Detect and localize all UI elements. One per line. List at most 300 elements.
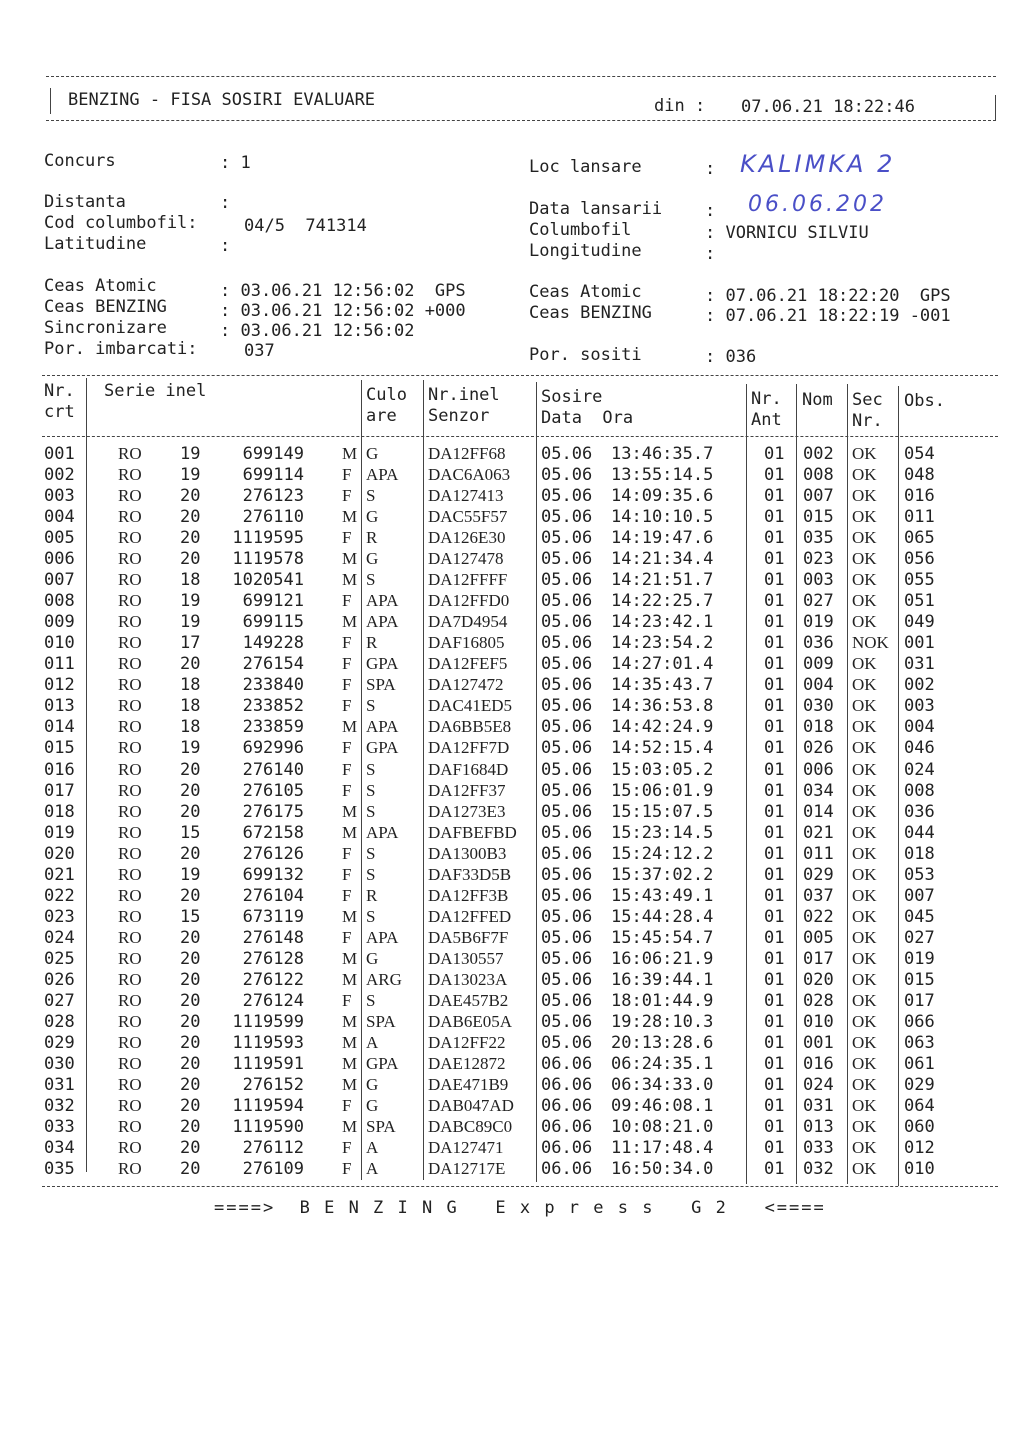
cell-sensor-ring: DA5B6F7F (428, 927, 509, 947)
cell-arrival-date: 05.06 (541, 1011, 593, 1032)
cell-year: 20 (180, 654, 201, 675)
cell-obs: 002 (904, 675, 935, 696)
cell-country: RO (118, 780, 142, 800)
vline-culoare (423, 380, 424, 1180)
cell-antenna: 01 (764, 507, 785, 528)
cell-year: 20 (180, 948, 201, 969)
cell-nr: 004 (44, 507, 75, 528)
cell-antenna: 01 (764, 570, 785, 591)
ceas-atomic-end-value: : 07.06.21 18:22:20 GPS (705, 286, 951, 306)
cell-color: G (366, 507, 379, 527)
cell-security: OK (852, 1032, 877, 1052)
cell-antenna: 01 (764, 927, 785, 948)
ceas-atomic-end-label: Ceas Atomic (529, 282, 642, 302)
cell-obs: 060 (904, 1117, 935, 1137)
cell-year: 18 (180, 675, 201, 696)
cell-security: OK (852, 738, 877, 758)
table-row (0, 760, 1024, 781)
cell-nom: 035 (803, 528, 834, 549)
cell-obs: 012 (904, 1138, 935, 1158)
cell-security: OK (852, 948, 877, 968)
col-data-ora-header: Data Ora (541, 408, 634, 428)
cell-obs: 051 (904, 591, 935, 612)
cell-country: RO (118, 843, 142, 863)
cell-ring-number: 699132 (242, 864, 304, 885)
cell-antenna: 01 (764, 990, 785, 1011)
cell-arrival-date: 05.06 (541, 948, 593, 969)
cell-ring-number: 673119 (242, 906, 304, 927)
table-row (0, 1012, 1024, 1033)
cell-arrival-date: 05.06 (541, 507, 593, 528)
cell-antenna: 01 (764, 1138, 785, 1158)
cell-nr: 029 (44, 1032, 75, 1053)
header-bottom-border (46, 120, 996, 121)
cell-arrival-time: 15:03:05.2 (611, 759, 714, 780)
cell-country: RO (118, 549, 142, 569)
cell-color: A (366, 1032, 379, 1052)
cell-year: 20 (180, 486, 201, 507)
table-row (0, 1075, 1024, 1096)
cell-security: OK (852, 507, 877, 527)
cell-sex: F (342, 1095, 352, 1115)
cell-obs: 010 (904, 1159, 935, 1179)
cell-country: RO (118, 528, 142, 548)
table-top-border (42, 375, 998, 376)
cell-security: OK (852, 465, 877, 484)
cell-year: 20 (180, 780, 201, 801)
cell-ring-number: 276175 (242, 801, 304, 822)
cell-sex: F (342, 675, 352, 695)
cell-security: OK (852, 528, 877, 548)
cell-antenna: 01 (764, 654, 785, 675)
cell-ring-number: 233859 (242, 717, 304, 738)
cell-ring-number: 1119595 (232, 528, 304, 549)
cell-arrival-time: 14:21:34.4 (611, 549, 714, 570)
cell-arrival-time: 14:23:42.1 (611, 612, 714, 633)
cell-year: 20 (180, 528, 201, 549)
cell-color: G (366, 1095, 379, 1115)
cell-antenna: 01 (764, 1095, 785, 1116)
cell-country: RO (118, 1011, 142, 1031)
cell-arrival-time: 15:24:12.2 (611, 843, 714, 864)
vline-serie (361, 380, 362, 1180)
cell-year: 19 (180, 612, 201, 633)
cell-obs: 055 (904, 570, 935, 591)
cell-sensor-ring: DA130557 (428, 948, 504, 968)
cell-color: S (366, 843, 376, 863)
cell-ring-number: 276122 (242, 969, 304, 990)
cell-color: R (366, 633, 378, 653)
cell-nom: 014 (803, 801, 834, 822)
cell-ring-number: 1119591 (232, 1053, 304, 1074)
cell-nom: 016 (803, 1053, 834, 1074)
cell-color: S (366, 486, 376, 506)
table-row (0, 444, 1024, 465)
cell-sensor-ring: DAF1684D (428, 759, 509, 779)
cell-arrival-date: 05.06 (541, 843, 593, 864)
cell-color: G (366, 948, 379, 968)
cell-ring-number: 276128 (242, 948, 304, 969)
header-right-border (995, 95, 996, 121)
table-row (0, 654, 1024, 675)
cell-antenna: 01 (764, 675, 785, 696)
cell-color: S (366, 906, 376, 926)
cell-sensor-ring: DA127471 (428, 1138, 504, 1157)
table-row (0, 570, 1024, 591)
cell-nr: 009 (44, 612, 75, 633)
cell-sensor-ring: DAC41ED5 (428, 696, 513, 716)
cell-arrival-time: 14:27:01.4 (611, 654, 714, 675)
cell-nom: 023 (803, 549, 834, 570)
cell-sensor-ring: DAF16805 (428, 633, 505, 653)
cell-ring-number: 233840 (242, 675, 304, 696)
cell-ring-number: 149228 (242, 633, 304, 654)
cell-obs: 066 (904, 1011, 935, 1032)
cell-sex: M (342, 906, 358, 926)
cell-ring-number: 699114 (242, 465, 304, 485)
vline-sosire (746, 384, 747, 1184)
cell-year: 20 (180, 843, 201, 864)
cell-obs: 029 (904, 1074, 935, 1095)
cell-arrival-time: 11:17:48.4 (611, 1138, 714, 1158)
cell-nom: 001 (803, 1032, 834, 1053)
cell-arrival-date: 05.06 (541, 759, 593, 780)
cell-antenna: 01 (764, 969, 785, 990)
cell-nr: 011 (44, 654, 75, 675)
por-sositi-value: : 036 (705, 347, 757, 367)
cell-obs: 001 (904, 633, 935, 654)
cell-year: 20 (180, 507, 201, 528)
cell-year: 15 (180, 822, 201, 843)
col-nrinel-header: Nr.inel (428, 385, 500, 405)
ceas-benzing-end-label: Ceas BENZING (529, 303, 652, 323)
cell-arrival-time: 15:23:14.5 (611, 822, 714, 843)
cell-color: R (366, 528, 378, 548)
cell-security: OK (852, 1074, 877, 1094)
cell-obs: 063 (904, 1032, 935, 1053)
cell-country: RO (118, 969, 142, 989)
cell-color: A (366, 1159, 379, 1178)
cell-arrival-time: 14:52:15.4 (611, 738, 714, 759)
cell-arrival-time: 20:13:28.6 (611, 1032, 714, 1053)
cell-sensor-ring: DA127472 (428, 675, 504, 695)
por-imbarcati-value: 037 (244, 341, 275, 361)
table-row (0, 612, 1024, 633)
cell-nr: 018 (44, 801, 75, 822)
cell-security: OK (852, 885, 877, 905)
cell-obs: 011 (904, 507, 935, 528)
cell-security: OK (852, 1117, 877, 1136)
cell-country: RO (118, 444, 142, 463)
cell-country: RO (118, 1095, 142, 1115)
cell-nom: 024 (803, 1074, 834, 1095)
cell-arrival-date: 05.06 (541, 717, 593, 738)
cell-arrival-time: 14:35:43.7 (611, 675, 714, 696)
cell-country: RO (118, 570, 142, 590)
cell-arrival-time: 19:28:10.3 (611, 1011, 714, 1032)
cell-arrival-time: 16:06:21.9 (611, 948, 714, 969)
cell-arrival-date: 05.06 (541, 990, 593, 1011)
cell-color: SPA (366, 1011, 396, 1031)
cell-nr: 023 (44, 906, 75, 927)
cell-ring-number: 276123 (242, 486, 304, 507)
cell-arrival-date: 06.06 (541, 1074, 593, 1095)
cell-country: RO (118, 1117, 142, 1136)
cell-sensor-ring: DA12FF37 (428, 780, 506, 800)
cell-sex: F (342, 654, 352, 674)
cell-country: RO (118, 486, 142, 506)
cell-arrival-time: 15:43:49.1 (611, 885, 714, 906)
cell-nom: 028 (803, 990, 834, 1011)
cell-obs: 017 (904, 990, 935, 1011)
table-row (0, 1054, 1024, 1075)
cell-arrival-date: 06.06 (541, 1138, 593, 1158)
cell-sex: M (342, 507, 358, 527)
cell-antenna: 01 (764, 1011, 785, 1032)
cell-sensor-ring: DAFBEFBD (428, 822, 517, 842)
cell-security: OK (852, 780, 877, 800)
cell-arrival-date: 05.06 (541, 969, 593, 990)
cell-nom: 008 (803, 465, 834, 485)
cell-nr: 012 (44, 675, 75, 696)
cell-color: S (366, 864, 376, 884)
cell-sensor-ring: DAC55F57 (428, 507, 508, 527)
cell-nr: 028 (44, 1011, 75, 1032)
cell-year: 20 (180, 1053, 201, 1074)
report-date-value: 07.06.21 18:22:46 (741, 97, 915, 117)
cell-nr: 015 (44, 738, 75, 759)
cell-antenna: 01 (764, 864, 785, 885)
col-secnr-header: Nr. (852, 411, 883, 431)
cell-country: RO (118, 465, 142, 484)
ceas-atomic-start-label: Ceas Atomic (44, 276, 157, 296)
cell-nr: 010 (44, 633, 75, 654)
columbofil-label: Columbofil (529, 220, 632, 240)
cell-ring-number: 276105 (242, 780, 304, 801)
cell-color: R (366, 885, 378, 905)
cell-color: GPA (366, 1053, 399, 1073)
cell-country: RO (118, 507, 142, 527)
cell-arrival-time: 10:08:21.0 (611, 1117, 714, 1137)
ceas-atomic-start-value: : 03.06.21 12:56:02 GPS (220, 281, 466, 301)
cell-color: S (366, 780, 376, 800)
cell-color: G (366, 444, 379, 463)
cell-color: GPA (366, 738, 399, 758)
table-row (0, 823, 1024, 844)
cell-nr: 008 (44, 591, 75, 612)
cell-obs: 064 (904, 1095, 935, 1116)
cell-antenna: 01 (764, 444, 785, 464)
table-row (0, 696, 1024, 717)
cell-sex: F (342, 528, 352, 548)
data-lansarii-handwritten: 06.06.202 (748, 192, 887, 217)
cell-nom: 037 (803, 885, 834, 906)
cell-nom: 029 (803, 864, 834, 885)
cell-sensor-ring: DABC89C0 (428, 1117, 513, 1136)
cell-antenna: 01 (764, 1074, 785, 1095)
cell-arrival-time: 13:46:35.7 (611, 444, 714, 464)
longitudine-sep: : (705, 244, 716, 264)
concurs-label: Concurs (44, 151, 116, 171)
table-row (0, 486, 1024, 507)
cell-arrival-time: 14:21:51.7 (611, 570, 714, 591)
cell-arrival-time: 15:44:28.4 (611, 906, 714, 927)
cell-security: OK (852, 696, 877, 716)
cell-arrival-time: 14:22:25.7 (611, 591, 714, 612)
cell-sex: F (342, 696, 352, 716)
cell-nr: 024 (44, 927, 75, 948)
vline-ant (796, 384, 797, 1184)
cell-sex: F (342, 633, 352, 653)
cell-nom: 011 (803, 843, 834, 864)
cell-color: G (366, 549, 379, 569)
cell-sex: F (342, 927, 352, 947)
table-row (0, 928, 1024, 949)
cell-security: OK (852, 549, 877, 569)
cell-obs: 007 (904, 885, 935, 906)
cell-sex: M (342, 1074, 358, 1094)
cell-color: APA (366, 927, 399, 947)
cell-sensor-ring: DA6BB5E8 (428, 717, 512, 737)
cell-arrival-time: 06:24:35.1 (611, 1053, 714, 1074)
cell-ring-number: 276154 (242, 654, 304, 675)
cell-ring-number: 692996 (242, 738, 304, 759)
cell-ring-number: 699149 (242, 444, 304, 464)
cell-obs: 003 (904, 696, 935, 717)
cell-country: RO (118, 885, 142, 905)
table-row (0, 886, 1024, 907)
cell-arrival-time: 09:46:08.1 (611, 1095, 714, 1116)
cell-sex: M (342, 822, 358, 842)
cell-country: RO (118, 1138, 142, 1157)
cell-color: S (366, 759, 376, 779)
cell-antenna: 01 (764, 1159, 785, 1179)
cell-year: 19 (180, 864, 201, 885)
cell-sex: F (342, 780, 352, 800)
cell-sensor-ring: DA12FF7D (428, 738, 510, 758)
cell-sex: M (342, 1011, 358, 1031)
cell-sensor-ring: DAE457B2 (428, 990, 509, 1010)
cell-country: RO (118, 1074, 142, 1094)
cell-color: S (366, 990, 376, 1010)
vline-senzor (536, 382, 537, 1182)
cell-arrival-date: 05.06 (541, 528, 593, 549)
cell-year: 20 (180, 759, 201, 780)
cell-obs: 048 (904, 465, 935, 485)
table-row (0, 1159, 1024, 1180)
col-culo-header: Culo (366, 385, 407, 405)
cell-ring-number: 1020541 (232, 570, 304, 591)
cell-country: RO (118, 717, 142, 737)
cell-obs: 024 (904, 759, 935, 780)
cell-nr: 027 (44, 990, 75, 1011)
cell-nom: 007 (803, 486, 834, 507)
cell-year: 19 (180, 444, 201, 464)
cell-antenna: 01 (764, 1117, 785, 1137)
cell-year: 18 (180, 717, 201, 738)
por-imbarcati-label: Por. imbarcati: (44, 339, 198, 359)
cell-year: 20 (180, 1095, 201, 1116)
cell-security: OK (852, 591, 877, 611)
cell-color: APA (366, 591, 399, 611)
table-row (0, 591, 1024, 612)
cell-color: APA (366, 465, 399, 484)
cell-arrival-time: 14:09:35.6 (611, 486, 714, 507)
cell-nom: 017 (803, 948, 834, 969)
cell-arrival-date: 05.06 (541, 486, 593, 507)
cell-country: RO (118, 675, 142, 695)
cell-ring-number: 276152 (242, 1074, 304, 1095)
cell-obs: 049 (904, 612, 935, 633)
cell-arrival-date: 06.06 (541, 1053, 593, 1074)
cell-country: RO (118, 906, 142, 926)
cell-arrival-date: 05.06 (541, 780, 593, 801)
cell-sensor-ring: DAE12872 (428, 1053, 506, 1073)
cell-sex: F (342, 990, 352, 1010)
cell-sex: F (342, 465, 352, 484)
longitudine-label: Longitudine (529, 241, 642, 261)
cell-arrival-time: 06:34:33.0 (611, 1074, 714, 1095)
cell-arrival-time: 14:19:47.6 (611, 528, 714, 549)
cell-antenna: 01 (764, 780, 785, 801)
cell-country: RO (118, 927, 142, 947)
por-sositi-label: Por. sositi (529, 345, 642, 365)
cell-nr: 013 (44, 696, 75, 717)
cell-color: ARG (366, 969, 402, 989)
cell-sex: M (342, 1032, 358, 1052)
col-nr-ant-header: Nr. (751, 389, 782, 409)
cell-security: OK (852, 717, 877, 737)
loc-lansare-sep: : (705, 159, 716, 179)
cell-sex: F (342, 843, 352, 863)
cell-sensor-ring: DAB6E05A (428, 1011, 513, 1031)
cell-sex: M (342, 1117, 358, 1136)
cell-obs: 027 (904, 927, 935, 948)
cell-country: RO (118, 654, 142, 674)
cell-antenna: 01 (764, 738, 785, 759)
col-ant-header: Ant (751, 410, 782, 430)
cell-sensor-ring: DA12FFD0 (428, 591, 510, 611)
cell-ring-number: 1119578 (232, 549, 304, 570)
cod-columbofil-label: Cod columbofil: (44, 213, 198, 233)
sincronizare-label: Sincronizare (44, 318, 167, 338)
cell-nr: 001 (44, 444, 75, 464)
cell-obs: 004 (904, 717, 935, 738)
cell-arrival-date: 05.06 (541, 570, 593, 591)
table-bottom-border (42, 1186, 998, 1187)
cell-obs: 044 (904, 822, 935, 843)
cell-country: RO (118, 591, 142, 611)
cell-sex: M (342, 948, 358, 968)
cell-antenna: 01 (764, 885, 785, 906)
cell-arrival-date: 05.06 (541, 612, 593, 633)
cell-country: RO (118, 1159, 142, 1178)
cell-security: OK (852, 1011, 877, 1031)
cell-ring-number: 1119593 (232, 1032, 304, 1053)
cell-country: RO (118, 759, 142, 779)
cell-nr: 017 (44, 780, 75, 801)
cell-sensor-ring: DAB047AD (428, 1095, 514, 1115)
table-row (0, 738, 1024, 759)
cell-color: S (366, 696, 376, 716)
cell-country: RO (118, 864, 142, 884)
cell-obs: 053 (904, 864, 935, 885)
cell-antenna: 01 (764, 486, 785, 507)
cell-country: RO (118, 1053, 142, 1073)
cell-nr: 002 (44, 465, 75, 485)
table-row (0, 507, 1024, 528)
cell-nr: 030 (44, 1053, 75, 1074)
